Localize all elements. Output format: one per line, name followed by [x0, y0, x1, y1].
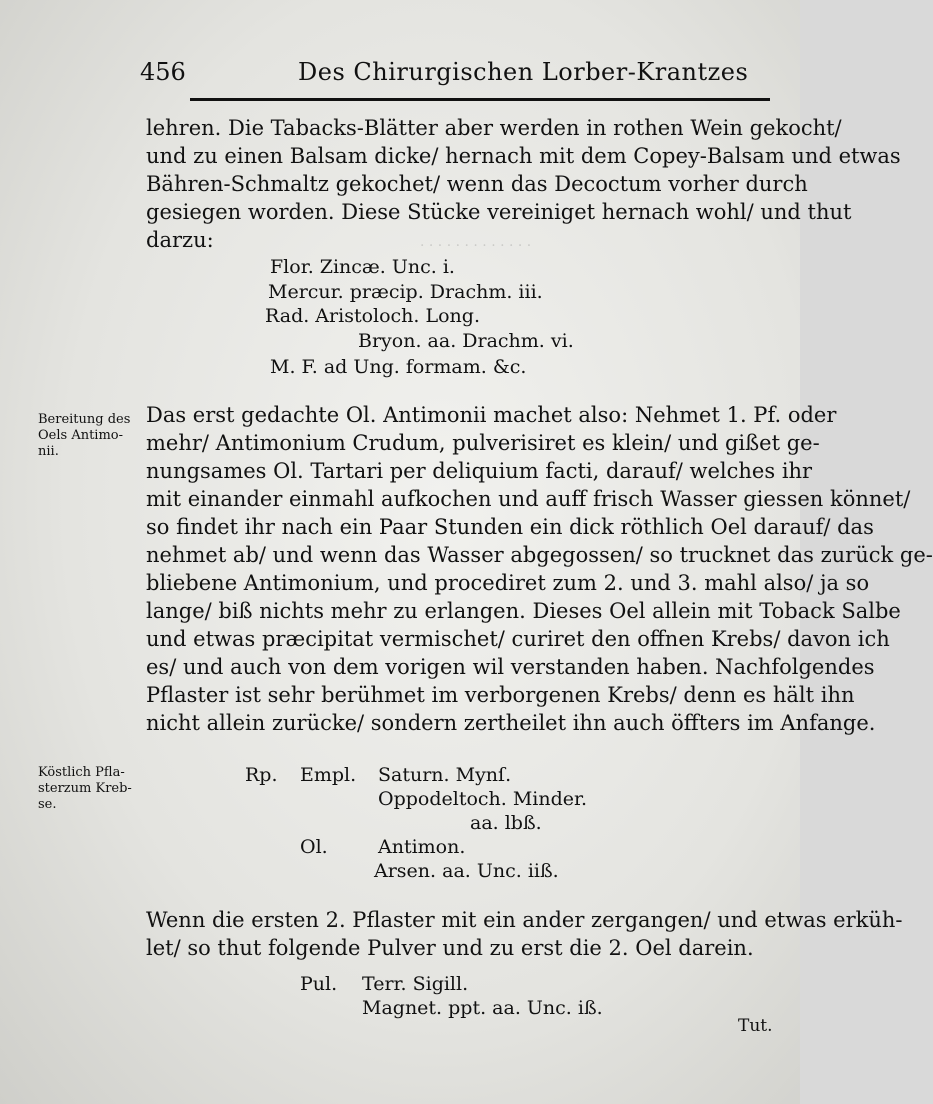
margin-note-plaster: Köstlich Pfla- sterzum Kreb- se. [38, 765, 132, 812]
recipe-ol: Ol. [300, 836, 328, 858]
recipe-line: M. F. ad Ung. formam. &c. [270, 356, 527, 378]
body-line: mehr/ Antimonium Crudum, pulverisiret es klein/ und gißet ge- [146, 431, 820, 455]
body-line: bliebene Antimonium, und procediret zum 2. und 3. mahl also/ ja so [146, 571, 870, 595]
body-line: Bähren-Schmaltz gekochet/ wenn das Decoctum vorher durch [146, 172, 808, 196]
recipe-oppodeltoch: Oppodeltoch. Minder. [378, 788, 588, 810]
recipe-terr-sigill: Terr. Sigill. [362, 973, 469, 995]
body-line: mit einander einmahl aufkochen und auff frisch Wasser giessen könnet/ [146, 487, 911, 511]
body-line: Wenn die ersten 2. Pflaster mit ein ander zergangen/ und etwas erküh- [146, 908, 903, 932]
body-line: es/ und auch von dem vorigen wil verstanden haben. Nachfolgendes [146, 655, 875, 679]
recipe-aa-lbss: aa. lbß. [470, 812, 542, 834]
body-line: nicht allein zurücke/ sondern zertheilet ihn auch öffters im Anfange. [146, 711, 876, 735]
recipe-antimon: Antimon. [378, 836, 466, 858]
running-title: Des Chirurgischen Lorber-Krantzes [298, 58, 749, 86]
recipe-line: Rad. Aristoloch. Long. [265, 305, 480, 327]
body-line: und zu einen Balsam dicke/ hernach mit dem Copey-Balsam und etwas [146, 144, 901, 168]
body-line: lange/ biß nichts mehr zu erlangen. Dieses Oel allein mit Toback Salbe [146, 599, 901, 623]
margin-note-antimony-oil: Bereitung des Oels Antimo- nii. [38, 412, 131, 459]
recipe-arsen: Arsen. aa. Unc. iiß. [374, 860, 559, 882]
recipe-empl: Empl. [300, 764, 357, 786]
catchword: Tut. [738, 1016, 773, 1036]
header-rule [190, 98, 770, 101]
body-line: lehren. Die Tabacks-Blätter aber werden in rothen Wein gekocht/ [146, 116, 842, 140]
recipe-line: Mercur. præcip. Drachm. iii. [268, 281, 543, 303]
body-line: gesiegen worden. Diese Stücke vereiniget hernach wohl/ und thut [146, 200, 852, 224]
recipe-line: Flor. Zincæ. Unc. i. [270, 256, 455, 278]
body-line: let/ so thut folgende Pulver und zu erst die 2. Oel darein. [146, 936, 754, 960]
bleed-through-text: · · · · · · · · · · · · · [420, 238, 532, 254]
body-line: und etwas præcipitat vermischet/ curiret den offnen Krebs/ davon ich [146, 627, 890, 651]
body-line: nehmet ab/ und wenn das Wasser abgegossen/ so trucknet das zurück ge- [146, 543, 933, 567]
body-line: darzu: [146, 228, 214, 252]
body-line: Pflaster ist sehr berühmet im verborgenen Krebs/ denn es hält ihn [146, 683, 855, 707]
body-line: so findet ihr nach ein Paar Stunden ein dick röthlich Oel darauf/ das [146, 515, 874, 539]
recipe-pul: Pul. [300, 973, 338, 995]
body-line: nungsames Ol. Tartari per deliquium facti, darauf/ welches ihr [146, 459, 813, 483]
body-line: Das erst gedachte Ol. Antimonii machet also: Nehmet 1. Pf. oder [146, 403, 837, 427]
recipe-magnet: Magnet. ppt. aa. Unc. iß. [362, 997, 603, 1019]
recipe-saturn: Saturn. Mynſ. [378, 764, 512, 786]
page-number: 456 [140, 58, 186, 86]
recipe-rp: Rp. [245, 764, 278, 786]
recipe-line: Bryon. aa. Drachm. vi. [358, 330, 574, 352]
